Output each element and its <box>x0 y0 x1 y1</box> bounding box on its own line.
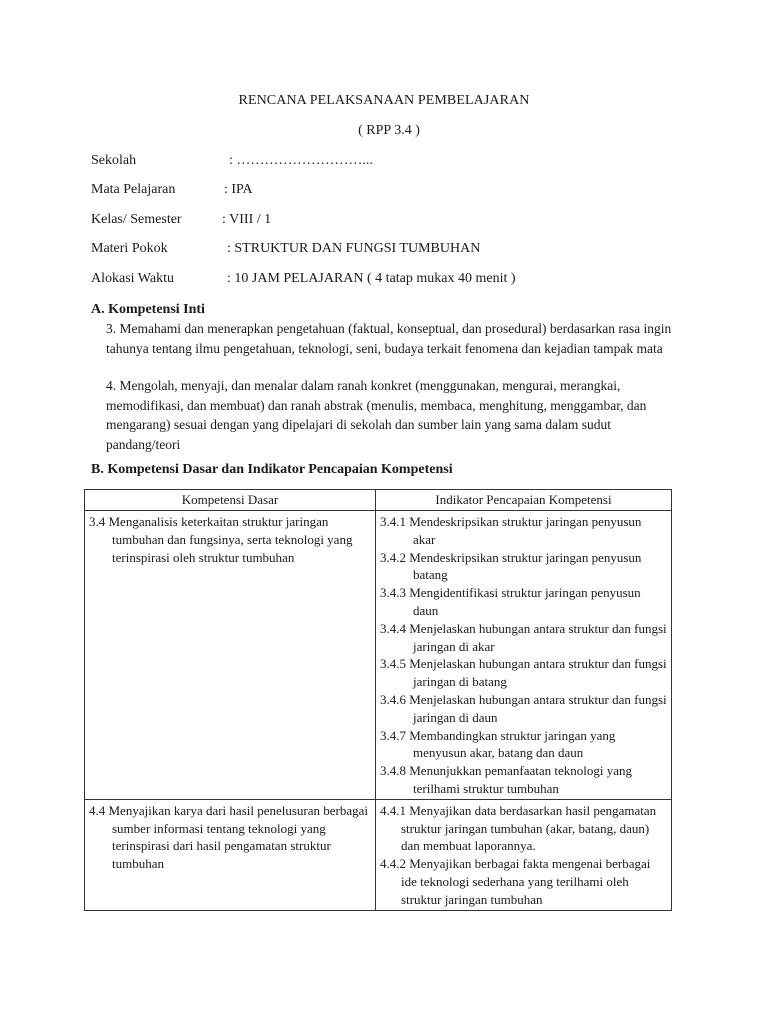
kd-cell <box>85 799 376 910</box>
page-subtitle: ( RPP 3.4 ) <box>358 123 420 138</box>
kd-cell <box>85 511 376 800</box>
meta-value: : IPA <box>224 182 253 197</box>
table-header-row <box>85 490 672 511</box>
meta-label: Kelas/ Semester <box>91 212 182 227</box>
table-row <box>85 511 672 800</box>
meta-value: : ………………………... <box>229 153 373 168</box>
indicator-cell <box>376 799 672 910</box>
section-b-title: B. Kompetensi Dasar dan Indikator Pencapaian Kompetensi <box>91 462 453 477</box>
meta-label: Alokasi Waktu <box>91 271 174 286</box>
kompetensi-inti-4: 4. Mengolah, menyaji, dan menalar dalam ranah konkret (menggunakan, mengurai, merangkai, memodifikasi, dan membuat) dan ranah abstrak (menulis, membaca, menghitung, menggambar, dan mengarang) sesuai dengan yang dipelajari di sekolah dan sumber lain yang sama dalam sudut pandang/teori <box>106 378 647 452</box>
indicator-item: 3.4.6 Menjelaskan hubungan antara struktur dan fungsi jaringan di daun <box>380 691 667 725</box>
indicator-item: 3.4.4 Menjelaskan hubungan antara struktur dan fungsi jaringan di akar <box>380 620 667 654</box>
meta-value: : STRUKTUR DAN FUNGSI TUMBUHAN <box>227 241 481 256</box>
meta-value: : 10 JAM PELAJARAN ( 4 tatap mukax 40 menit ) <box>227 271 516 286</box>
indicator-item: 3.4.5 Menjelaskan hubungan antara struktur dan fungsi jaringan di batang <box>380 656 667 690</box>
section-a-title: A. Kompetensi Inti <box>91 302 205 317</box>
indicator-cell <box>376 511 672 800</box>
table-row <box>85 799 672 910</box>
indicator-item: 3.4.2 Mendeskripsikan struktur jaringan penyusun batang <box>380 549 642 583</box>
page-title: RENCANA PELAKSANAAN PEMBELAJARAN <box>238 93 530 108</box>
meta-label: Mata Pelajaran <box>91 182 176 197</box>
kd-text: 4.4 Menyajikan karya dari hasil penelusuran berbagai sumber informasi tentang teknologi yang terinspirasi dari hasil pengamatan struktur tumbuhan <box>89 802 369 872</box>
header-indikator: Indikator Pencapaian Kompetensi <box>376 490 672 511</box>
meta-label: Sekolah <box>91 153 137 168</box>
meta-label: Materi Pokok <box>91 241 168 256</box>
kompetensi-table <box>84 489 672 911</box>
kompetensi-inti-3: 3. Memahami dan menerapkan pengetahuan (faktual, konseptual, dan prosedural) berdasarkan rasa ingin tahunya tentang ilmu pengetahuan, teknologi, seni, budaya terkait fenomena dan kejadian tampak mata <box>106 321 672 356</box>
header-kompetensi-dasar: Kompetensi Dasar <box>85 490 376 511</box>
indicator-item: 4.4.1 Menyajikan data berdasarkan hasil pengamatan struktur jaringan tumbuhan (akar, batang, daun) dan membuat laporannya. <box>380 802 657 854</box>
kd-text: 3.4 Menganalisis keterkaitan struktur jaringan tumbuhan dan fungsinya, serta teknologi yang terinspirasi oleh struktur tumbuhan <box>89 514 353 565</box>
meta-value: : VIII / 1 <box>222 212 272 227</box>
indicator-item: 3.4.1 Mendeskripsikan struktur jaringan penyusun akar <box>380 514 642 547</box>
indicator-item: 3.4.7 Membandingkan struktur jaringan yang menyusun akar, batang dan daun <box>380 727 616 761</box>
indicator-item: 3.4.8 Menunjukkan pemanfaatan teknologi yang terilhami struktur tumbuhan <box>380 763 632 796</box>
indicator-item: 3.4.3 Mengidentifikasi struktur jaringan penyusun daun <box>380 585 641 618</box>
indicator-item: 4.4.2 Menyajikan berbagai fakta mengenai berbagai ide teknologi sederhana yang terilhami oleh struktur jaringan tumbuhan <box>380 856 651 907</box>
